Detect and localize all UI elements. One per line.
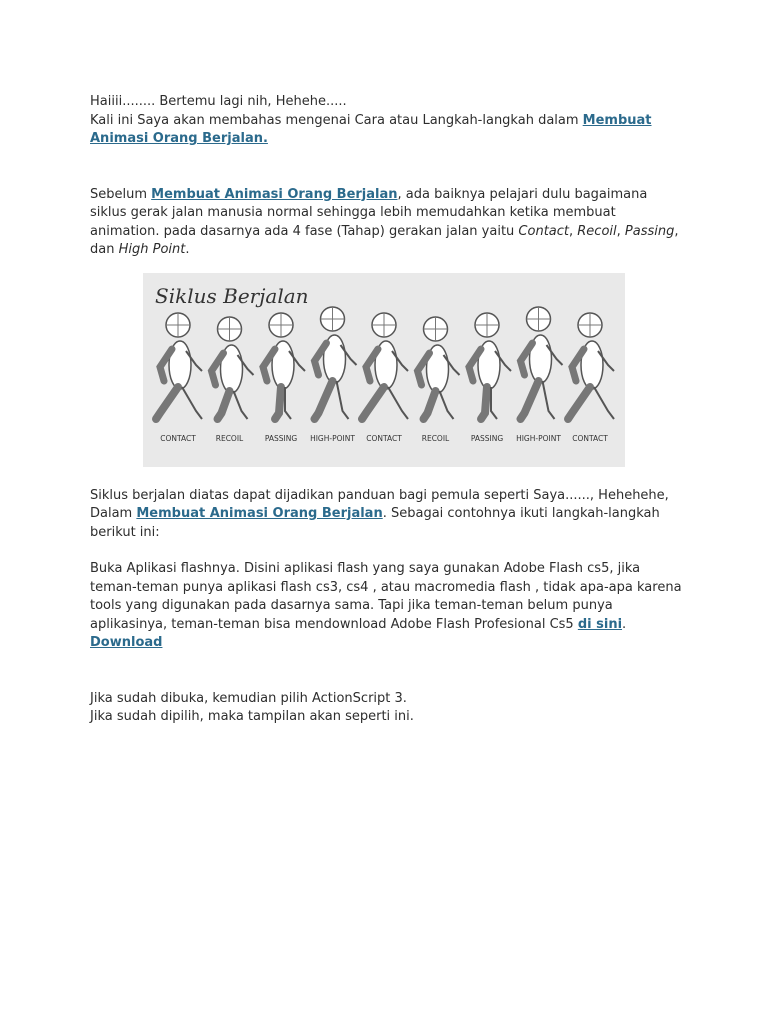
phase-label: HIGH-POINT [516,433,561,443]
phase-label: PASSING [470,433,504,443]
cycle-paragraph [90,186,682,260]
link-membuat-animasi-3[interactable]: Membuat Animasi Orang Berjalan [136,506,383,521]
period: . [185,242,190,257]
walking-figure [469,313,511,419]
guide-paragraph [90,487,682,543]
term-contact: Contact [518,223,569,239]
link-membuat-animasi-2[interactable]: Membuat Animasi Orang Berjalan [151,186,398,202]
walking-figures [156,307,614,419]
article-body [90,93,682,727]
term-recoil: Recoil [577,223,617,239]
guide-text-before: Dalam [90,506,137,521]
link-di-sini[interactable]: di sini [577,616,623,632]
intro-paragraph [90,93,682,149]
walking-figure [156,313,202,419]
link-download[interactable]: Download [90,635,163,650]
separator: , [616,223,625,239]
intro-line-1: Haiiii........ Bertemu lagi nih, Hehehe..... [90,94,347,109]
walking-figure [212,317,254,419]
figure-title: Siklus Berjalan [155,283,309,308]
intro-line-2: Kali ini Saya akan membahas mengenai Cara atau Langkah-langkah dalam [90,112,583,128]
actionscript-paragraph [90,690,682,727]
walking-figure [418,317,460,419]
walking-figure [315,307,357,419]
phase-label: PASSING [264,433,298,443]
cycle-text-before: Sebelum [90,186,152,202]
period: . [622,616,627,632]
walk-cycle-image [143,273,625,467]
walking-figure [521,307,563,419]
separator: , dan [90,223,679,257]
actionscript-line-1: Jika sudah dibuka, kemudian pilih ActionScript 3. [90,690,407,706]
walking-figure [362,313,408,419]
phase-label: CONTACT [160,433,196,443]
guide-text-after: . Sebagai contohnya ikuti langkah-langkah berikut ini: [90,506,660,540]
term-passing: Passing [624,223,675,239]
phase-label: CONTACT [366,433,402,443]
phase-labels [160,434,608,443]
flash-paragraph [90,560,682,653]
term-high-point: High Point [118,242,186,257]
actionscript-line-2: Jika sudah dipilih, maka tampilan akan seperti ini. [90,709,414,724]
walk-cycle-drawing [143,273,625,467]
phase-label: RECOIL [215,433,244,443]
link-membuat-animasi-1[interactable]: Membuat Animasi Orang Berjalan. [90,112,652,146]
phase-label: CONTACT [572,433,608,443]
cycle-text-after: , ada baiknya pelajari dulu bagaimana siklus gerak jalan manusia normal sehingga lebih memudahkan ketika membuat animation. pada dasarnya ada 4 fase (Tahap) gerakan jalan yaitu [90,186,648,239]
guide-line-1: Siklus berjalan diatas dapat dijadikan panduan bagi pemula seperti Saya......, Hehehehe, [90,487,669,503]
separator: , [569,223,578,239]
phase-label: HIGH-POINT [310,433,355,443]
flash-text: Buka Aplikasi flashnya. Disini aplikasi flash yang saya gunakan Adobe Flash cs5, jika teman-teman punya aplikasi flash cs3, cs4 , atau macromedia flash , tidak apa-apa karena tools yang digunakan pada dasarnya sama. Tapi jika teman-teman belum punya aplikasinya, teman-teman bisa mendownload Adobe Flash Profesional Cs5 [90,561,682,632]
walking-figure [568,313,614,419]
walking-figure [263,313,305,419]
phase-label: RECOIL [421,433,450,443]
